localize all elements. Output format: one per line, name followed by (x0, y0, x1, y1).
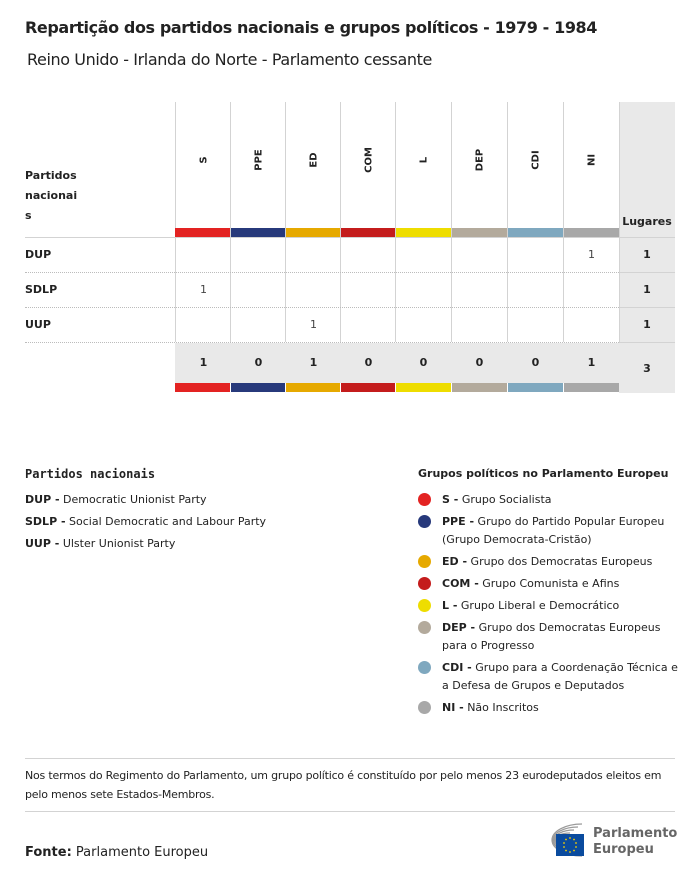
divider (25, 811, 675, 812)
color-bar-dep-bottom (452, 383, 507, 392)
lugares-divider (619, 307, 675, 308)
national-parties-legend-title: Partidos nacionais (25, 467, 156, 481)
total-s: 1 (199, 356, 208, 369)
color-bar-ed-bottom (286, 383, 340, 392)
color-bar-s (175, 228, 230, 237)
color-bar-ni (564, 228, 619, 237)
groups-legend-title: Grupos políticos no Parlamento Europeu (418, 467, 669, 480)
color-bar-ppe (231, 228, 285, 237)
group-legend-item-s: S - Grupo Socialista (418, 491, 683, 509)
color-dot-icon (418, 661, 431, 674)
grand-total: 3 (643, 362, 651, 375)
lugares-sdlp: 1 (643, 283, 651, 296)
column-header-s: S (198, 156, 209, 164)
column-header-l: L (418, 156, 429, 164)
total-ppe: 0 (254, 356, 263, 369)
lugares-dup: 1 (643, 248, 651, 261)
color-dot-icon (418, 701, 431, 714)
row-divider (25, 342, 619, 343)
color-bar-cdi-bottom (508, 383, 563, 392)
total-cdi: 0 (531, 356, 540, 369)
parliament-hemicycle-icon (520, 820, 590, 860)
row-label-sdlp: SDLP (25, 283, 58, 296)
logo-text: Parlamento Europeu (593, 826, 678, 857)
cell-dup-ni: 1 (588, 248, 595, 261)
group-legend-item-dep: DEP - Grupo dos Democratas Europeus para o Progresso (418, 619, 683, 655)
lugares-header: Lugares (622, 215, 672, 228)
chart-subtitle: Reino Unido - Irlanda do Norte - Parlamento cessante (27, 50, 432, 69)
column-header-cdi: CDI (530, 150, 541, 170)
national-legend-item: DUP - Democratic Unionist Party (25, 493, 207, 506)
divider (25, 758, 675, 759)
color-dot-icon (418, 577, 431, 590)
color-dot-icon (418, 621, 431, 634)
color-bar-cdi (508, 228, 563, 237)
column-header-ed: ED (308, 152, 319, 168)
european-parliament-logo (520, 820, 680, 860)
national-legend-item: SDLP - Social Democratic and Labour Party (25, 515, 267, 528)
chart-title: Repartição dos partidos nacionais e grupos políticos - 1979 - 1984 (25, 18, 598, 37)
column-header-ni: NI (586, 153, 597, 167)
total-dep: 0 (475, 356, 484, 369)
cell-sdlp-s: 1 (200, 283, 207, 296)
row-divider (25, 272, 619, 273)
footnote: Nos termos do Regimento do Parlamento, um grupo político é constituído por pelo menos 23 eurodeputados eleitos em pelo menos sete Estados-Membros. (25, 769, 662, 801)
row-divider (25, 307, 619, 308)
group-legend-item-l: L - Grupo Liberal e Democrático (418, 597, 683, 615)
column-header-ppe: PPE (253, 149, 264, 171)
color-bar-s-bottom (175, 383, 230, 392)
color-dot-icon (418, 515, 431, 528)
national-legend-item: UUP - Ulster Unionist Party (25, 537, 176, 550)
color-bar-ed (286, 228, 340, 237)
total-l: 0 (419, 356, 428, 369)
column-header-com: COM (363, 147, 374, 173)
color-bar-dep (452, 228, 507, 237)
cell-uup-ed: 1 (310, 318, 317, 331)
color-bar-com (341, 228, 395, 237)
lugares-divider (619, 272, 675, 273)
header-divider (25, 237, 675, 238)
color-bar-com-bottom (341, 383, 395, 392)
color-dot-icon (418, 555, 431, 568)
color-dot-icon (418, 599, 431, 612)
color-dot-icon (418, 493, 431, 506)
color-bar-ni-bottom (564, 383, 619, 392)
total-ni: 1 (587, 356, 596, 369)
row-label-dup: DUP (25, 248, 52, 261)
seat-distribution-table (25, 102, 675, 393)
color-bar-l (396, 228, 451, 237)
group-legend-item-ed: ED - Grupo dos Democratas Europeus (418, 553, 683, 571)
color-bar-ppe-bottom (231, 383, 285, 392)
color-bar-l-bottom (396, 383, 451, 392)
group-legend-item-ni: NI - Não Inscritos (418, 699, 683, 717)
group-legend-item-ppe: PPE - Grupo do Partido Popular Europeu (Grupo Democrata-Cristão) (418, 513, 683, 549)
row-label-uup: UUP (25, 318, 51, 331)
column-header-dep: DEP (474, 148, 485, 172)
source: Fonte: Parlamento Europeu (25, 845, 209, 860)
group-legend-item-com: COM - Grupo Comunista e Afins (418, 575, 683, 593)
total-ed: 1 (309, 356, 318, 369)
row-header-label: Partidos nacionai s (25, 169, 78, 222)
column-divider (619, 102, 620, 342)
total-com: 0 (364, 356, 373, 369)
lugares-uup: 1 (643, 318, 651, 331)
lugares-divider (619, 342, 675, 343)
group-legend-item-cdi: CDI - Grupo para a Coordenação Técnica e a Defesa de Grupos e Deputados (418, 659, 683, 695)
